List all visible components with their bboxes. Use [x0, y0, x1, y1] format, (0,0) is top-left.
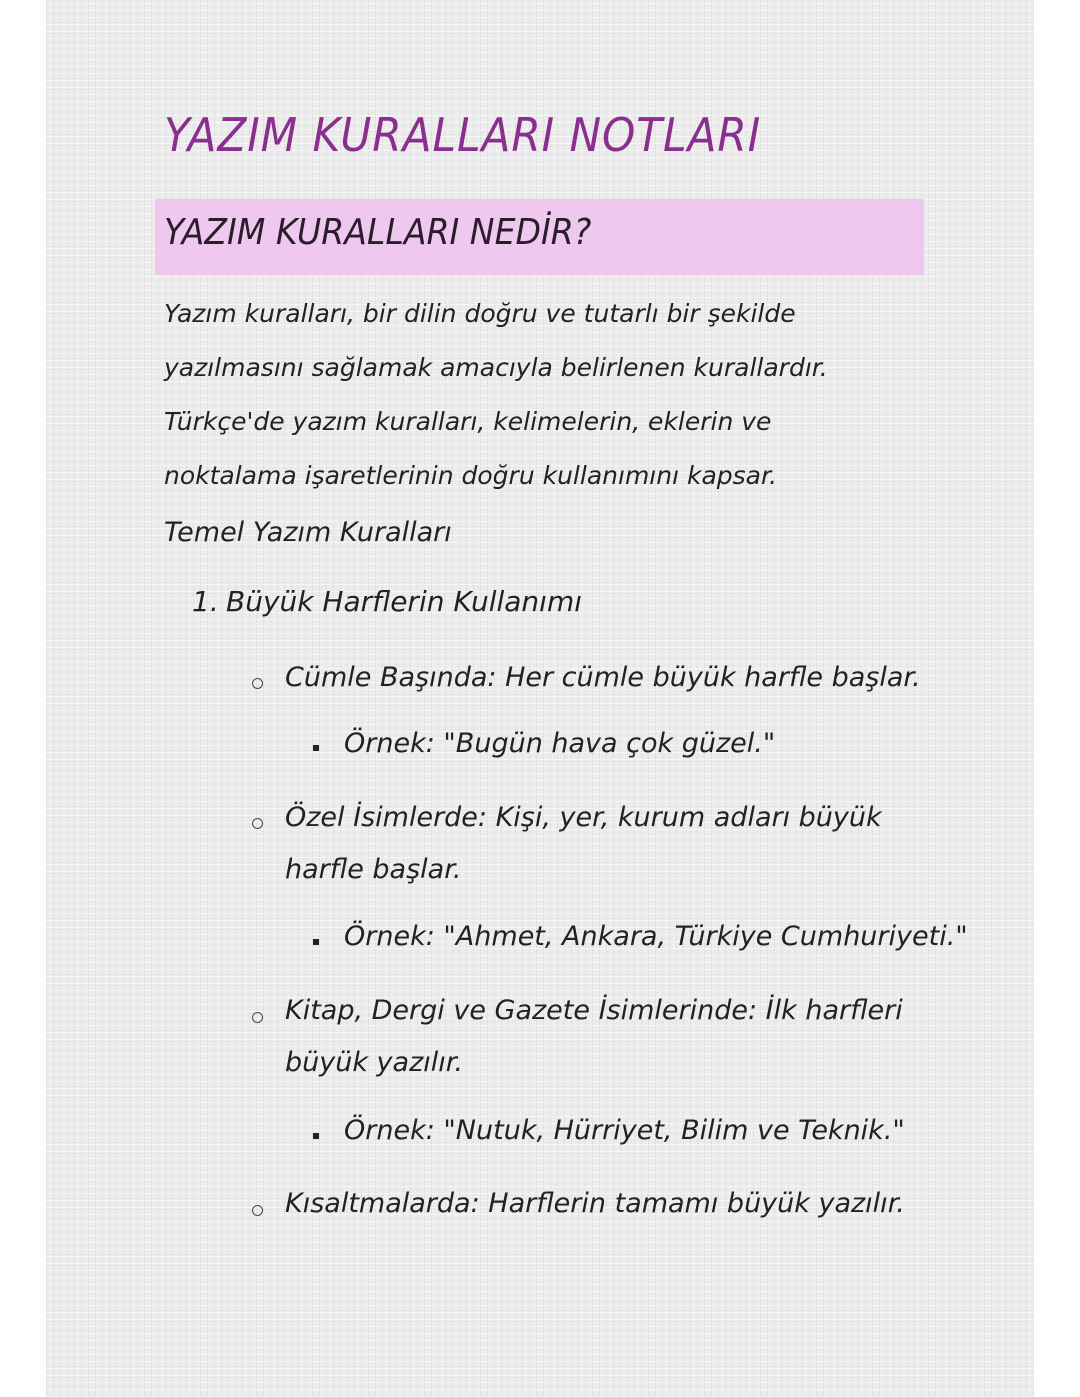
intro-paragraph: Yazım kuralları, bir dilin doğru ve tutarlı bir şekilde yazılmasını sağlamak amacıyla belirlenen kurallardır. Türkçe'de yazım kuralları, kelimelerin, eklerin ve noktalama işaretlerinin doğru kullanımını kapsar.	[164, 299, 828, 490]
rule-item: Kısaltmalarda: Harflerin tamamı büyük yazılır.	[285, 1188, 905, 1219]
square-bullet-icon	[313, 745, 319, 751]
rule-example: Örnek: "Nutuk, Hürriyet, Bilim ve Teknik."	[344, 1115, 905, 1146]
rule-example: Örnek: "Ahmet, Ankara, Türkiye Cumhuriyeti."	[344, 921, 968, 952]
rule-item: Cümle Başında: Her cümle büyük harfle başlar.	[285, 662, 921, 693]
ordered-list-number: 1.	[192, 585, 219, 618]
section-title: YAZIM KURALLARI NEDİR?	[164, 212, 592, 253]
ordered-list-label: Büyük Harflerin Kullanımı	[226, 585, 583, 618]
rule-example: Örnek: "Bugün hava çok güzel."	[344, 728, 776, 759]
circle-bullet-icon	[252, 678, 263, 689]
ordered-list-item	[192, 585, 582, 618]
rule-item: Kitap, Dergi ve Gazete İsimlerinde: İlk harfleri büyük yazılır.	[285, 995, 903, 1078]
page-title: YAZIM KURALLARI NOTLARI	[164, 108, 762, 162]
subheading: Temel Yazım Kuralları	[164, 517, 452, 548]
circle-bullet-icon	[252, 1205, 263, 1216]
circle-bullet-icon	[252, 1012, 263, 1023]
circle-bullet-icon	[252, 818, 263, 829]
square-bullet-icon	[313, 1133, 319, 1139]
square-bullet-icon	[313, 939, 319, 945]
rule-item: Özel İsimlerde: Kişi, yer, kurum adları büyük harfle başlar.	[285, 802, 882, 885]
